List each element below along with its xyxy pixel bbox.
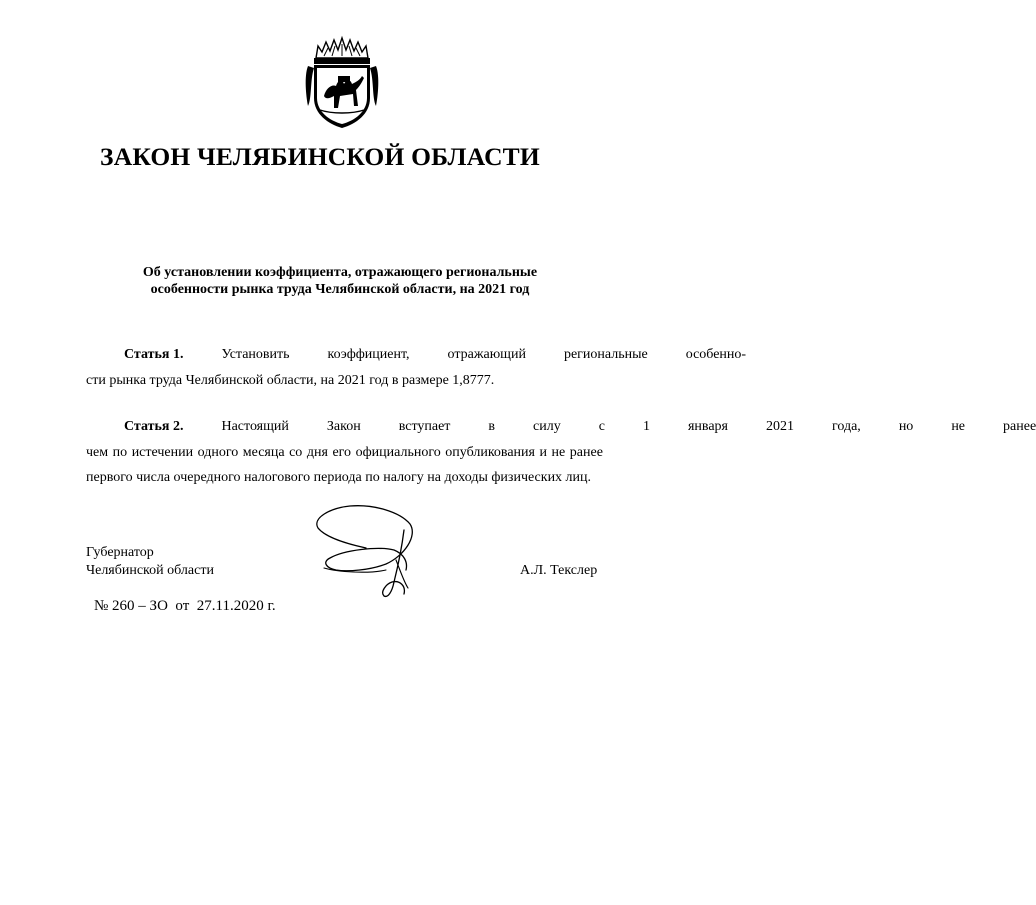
article-1 — [86, 342, 747, 393]
coat-of-arms-icon — [304, 36, 380, 132]
law-date: 27.11.2020 г. — [196, 598, 276, 614]
article-2 — [86, 414, 1036, 491]
article-1-word: отражающий — [447, 347, 526, 362]
law-title: ЗАКОН ЧЕЛЯБИНСКОЙ ОБЛАСТИ — [100, 142, 540, 171]
article-2-word: силу — [533, 419, 561, 434]
article-2-word: 1 — [642, 419, 650, 434]
subtitle-line-2: особенности рынка труда Челябинской области, на 2021 год — [150, 282, 530, 297]
article-2-word: его — [332, 444, 352, 460]
article-2-word: официального — [355, 444, 441, 460]
governor-position-line-1: Губернатор — [86, 545, 154, 560]
article-2-word: с — [598, 419, 605, 434]
article-2-word: вступает — [398, 419, 451, 434]
article-2-word: не — [951, 419, 966, 434]
article-1-label: Статья 1. — [124, 347, 184, 362]
governor-position — [86, 544, 214, 580]
article-1-word: региональные — [563, 347, 648, 362]
subtitle-line-1: Об установлении коэффициента, отражающего региональные — [142, 265, 538, 280]
governor-name: А.Л. Текслер — [520, 563, 598, 578]
article-2-word: в — [488, 419, 496, 434]
article-2-word: не — [551, 444, 566, 460]
article-2-line-1 — [86, 414, 1036, 440]
article-2-word: месяца — [242, 444, 285, 460]
article-2-word: истечении — [131, 444, 194, 460]
article-2-word: и — [539, 444, 548, 460]
article-2-word: но — [898, 419, 914, 434]
governor-position-line-2: Челябинской области — [86, 563, 214, 578]
law-number: № 260 – ЗО — [94, 598, 168, 614]
article-1-word: особенно- — [685, 347, 747, 362]
law-subtitle — [120, 264, 560, 298]
article-1-line-1 — [86, 342, 747, 368]
from-word: от — [175, 598, 190, 614]
article-2-word: Настоящий — [221, 419, 289, 434]
article-2-word: опубликования — [445, 444, 535, 460]
article-2-word: января — [687, 419, 728, 434]
article-2-word: года, — [831, 419, 861, 434]
article-2-word: ранее — [1003, 419, 1036, 434]
article-2-word: одного — [197, 444, 239, 460]
article-2-word: 2021 — [765, 419, 794, 434]
article-1-word: коэффициент, — [327, 347, 410, 362]
article-2-word: со — [289, 444, 303, 460]
article-2-label: Статья 2. — [124, 419, 184, 434]
article-2-word: дня — [306, 444, 328, 460]
article-2-word: по — [112, 444, 128, 460]
article-2-word: чем — [86, 444, 109, 460]
article-2-line-2 — [86, 440, 603, 466]
article-2-word: Закон — [326, 419, 361, 434]
article-2-word: ранее — [569, 444, 603, 460]
document-number — [94, 598, 276, 615]
article-1-word: Установить — [221, 347, 290, 362]
article-1-line-2: сти рынка труда Челябинской области, на 2021 год в размере 1,8777. — [86, 372, 495, 388]
article-2-line-3: первого числа очередного налогового периода по налогу на доходы физических лиц. — [86, 470, 592, 485]
handwritten-signature-icon — [308, 500, 430, 604]
